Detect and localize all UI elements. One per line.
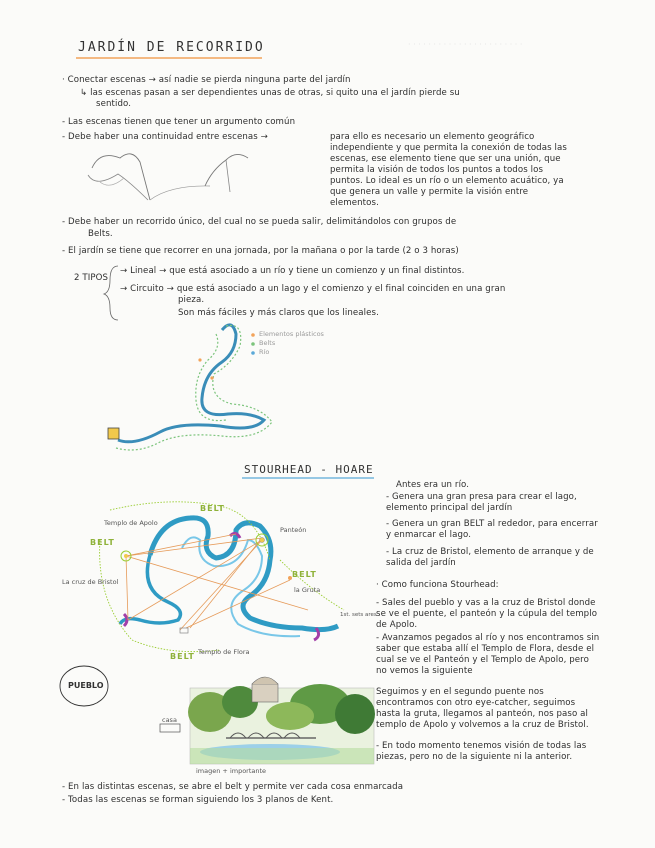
note-belt-frames: - En las distintas escenas, se abre el belt y permite ver cada cosa enmarcada [62,782,404,792]
note-kent-planes: - Todas las escenas se forman siguiendo los 3 planos de Kent. [62,795,334,805]
legend-river: Río [259,348,270,356]
stourhead-title: STOURHEAD - HOARE [244,463,374,476]
stour-step2: - Avanzamos pegados al río y nos encontramos sin saber que estaba allí el Templo de Flora, desde el cual se ve el Panteón y el Templo de Apolo, pero no vemos la siguiente [376,633,600,676]
stour-how-it-works: · Como funciona Stourhead: [376,580,499,590]
note-one-day: - El jardín se tiene que recorrer en una jornada, por la mañana o por la tarde (2 o 3 horas) [62,246,459,256]
map-belt-left: BELT [90,538,115,547]
casa-label: casa [162,716,177,724]
stour-dam: - Genera una gran presa para crear el lago, elemento principal del jardín [386,492,577,513]
note-common-argument: - Las escenas tienen que tener un argumento común [62,117,296,127]
stour-belt: - Genera un gran BELT al rededor, para encerrar y enmarcar el lago. [386,519,598,540]
stour-step1: - Sales del pueblo y vas a la cruz de Bristol donde se ve el puente, el panteón y la cúpula del templo de Apolo. [376,598,598,630]
note-single-route: - Debe haber un recorrido único, del cual no se pueda salir, delimitándolos con grupos de [62,217,457,227]
map-belt-right: BELT [292,570,317,579]
stour-before-river: Antes era un río. [396,480,470,490]
map-belt-top: BELT [200,504,225,513]
map-label-gruta: la Gruta [294,586,321,594]
image-caption: imagen + importante [196,767,267,775]
type-note: Son más fáciles y más claros que los lineales. [178,308,379,318]
map-label-apolo: Templo de Apolo [104,519,158,527]
type-lineal: → Lineal → que está asociado a un río y tiene un comienzo y un final distintos. [120,266,465,276]
note-dependent-scenes-cont: sentido. [96,99,132,109]
note-continuity: - Debe haber una continuidad entre escenas → [62,132,268,142]
type-circuit-cont: pieza. [178,295,205,305]
page-title: JARDÍN DE RECORRIDO [78,40,265,55]
bleed-through-text: · · · · · · · · · · · · · · · · · · · · · · · [408,40,523,49]
note-connect-scenes: · Conectar escenas → así nadie se pierda ninguna parte del jardín [62,75,351,85]
legend-plastic: Elementos plásticos [259,330,324,338]
types-label: 2 TIPOS [74,273,109,283]
stour-visibility: - En todo momento tenemos visión de todas las piezas, pero no de la siguiente ni la anterior. [376,741,587,762]
map-label-first: 1st. sets ares [340,612,377,618]
map-label-panteon: Panteón [280,526,307,534]
note-single-route-cont: Belts. [88,229,113,239]
stour-step3: Seguimos y en el segundo puente nos encontramos con otro eye-catcher, seguimos hasta la gruta, llegamos al panteón, nos paso al templo de Apolo y volvemos a la cruz de Bristol. [376,687,589,730]
map-label-flora: Templo de Flora [198,648,250,656]
stour-bristol-cross: - La cruz de Bristol, elemento de arranque y de salida del jardín [386,547,594,568]
legend-belts: Belts [259,339,276,347]
pueblo-label: PUEBLO [68,681,104,690]
note-geographic-element: para ello es necesario un elemento geográfico independiente y que permita la conexión de todas las escenas, ese elemento tiene que ser una unión, que permita la visión de todos los puntos a todos los puntos. Lo ideal es un río o un elemento acuático, ya que genera un valle y permite la visión entre elementos. [330,132,567,208]
map-label-cruz: La cruz de Bristol [62,578,119,586]
map-belt-bottom: BELT [170,652,195,661]
type-circuit: → Circuito → que está asociado a un lago y el comienzo y el final coinciden en una gran [120,284,506,294]
note-dependent-scenes: ↳ las escenas pasan a ser dependientes unas de otras, si quito una el jardín pierde su [80,88,460,98]
